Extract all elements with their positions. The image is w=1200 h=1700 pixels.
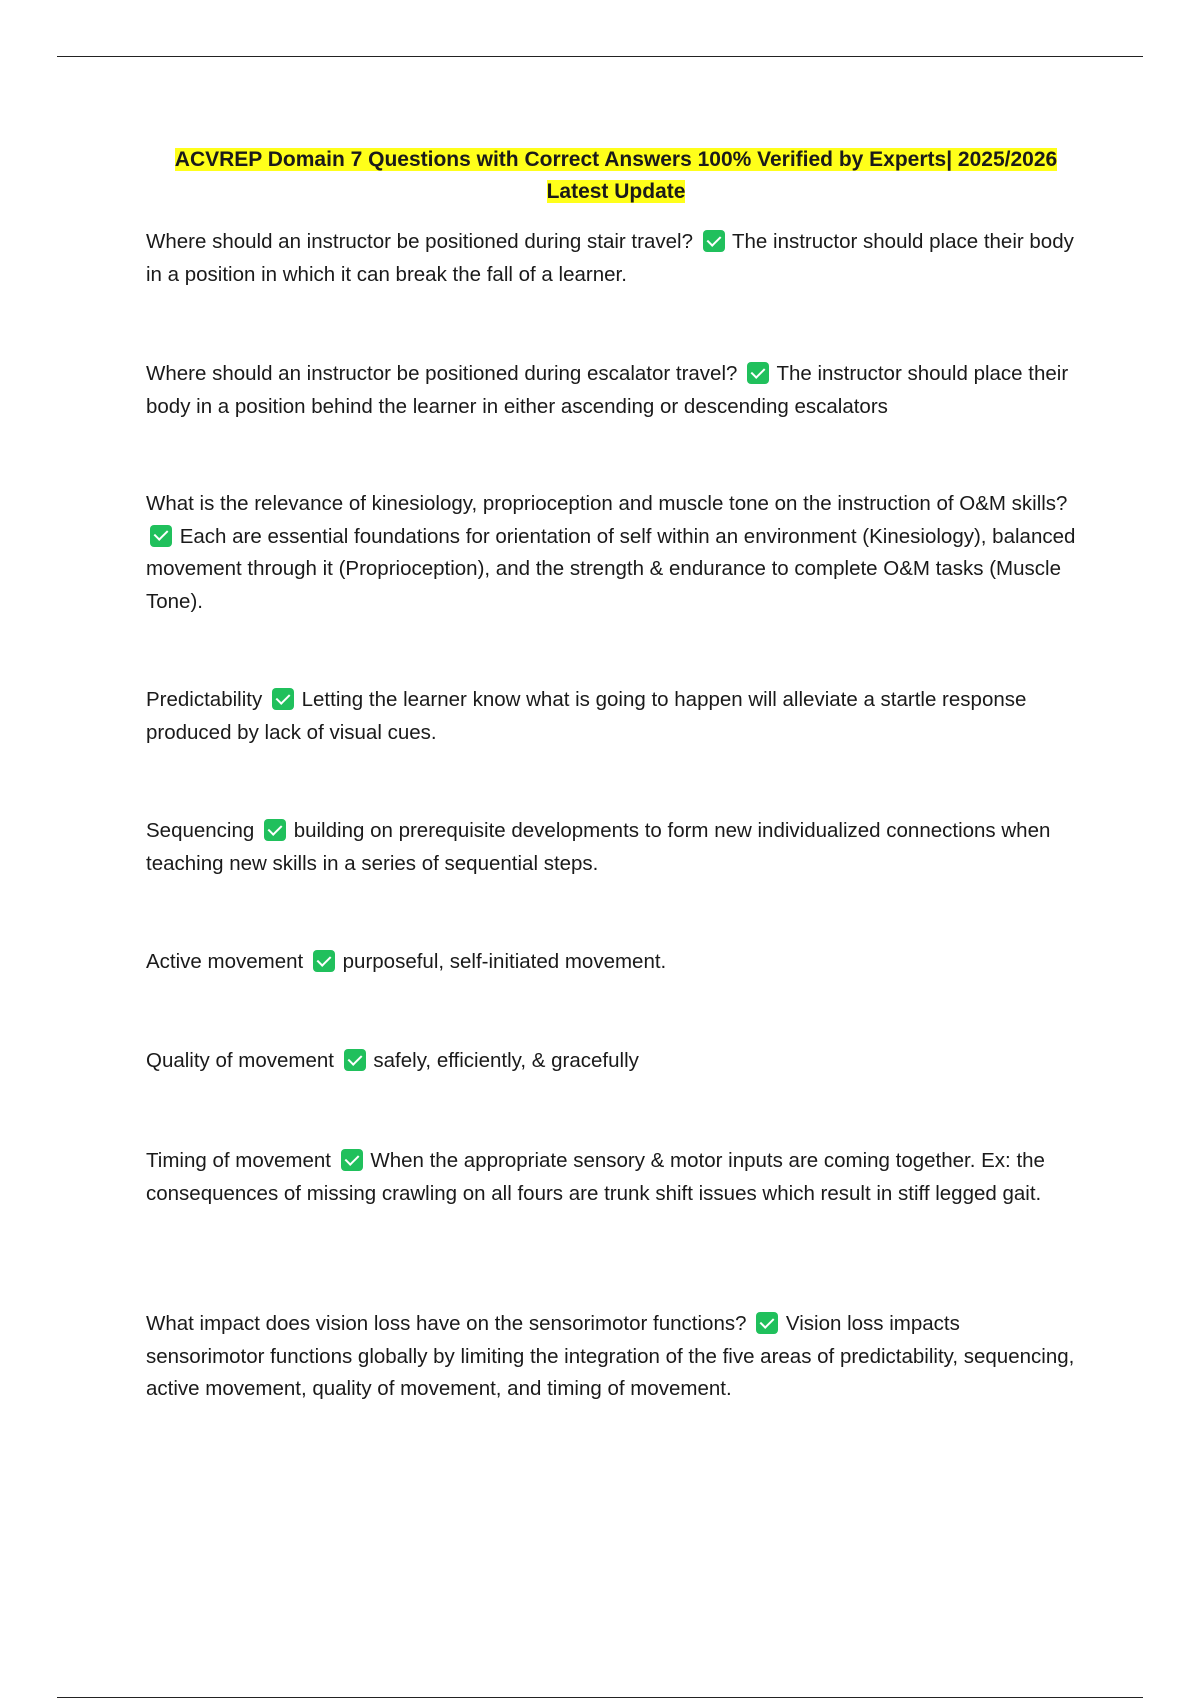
answer-text: When the appropriate sensory & motor inputs are coming together. Ex: the consequences of missing crawling on all fours are trunk shift issues which result in stiff legged gait.: [146, 1149, 1045, 1205]
question-text: Timing of movement: [146, 1149, 331, 1172]
qa-item: [146, 815, 1076, 880]
answer-text: building on prerequisite developments to form new individualized connections when teaching new skills in a series of sequential steps.: [146, 819, 1051, 875]
check-mark-icon: [747, 362, 769, 384]
question-text: Predictability: [146, 688, 263, 711]
header-divider: [57, 56, 1143, 57]
qa-item: [146, 226, 1076, 291]
check-mark-icon: [756, 1312, 778, 1334]
question-text: What is the relevance of kinesiology, proprioception and muscle tone on the instruction of O&M skills?: [146, 492, 1068, 515]
document-title: [146, 144, 1086, 208]
title-line-1: ACVREP Domain 7 Questions with Correct Answers 100% Verified by Experts| 2025/2026: [174, 148, 1058, 171]
question-text: What impact does vision loss have on the sensorimotor functions?: [146, 1312, 747, 1335]
question-text: Where should an instructor be positioned during escalator travel?: [146, 362, 738, 385]
question-text: Where should an instructor be positioned during stair travel?: [146, 230, 693, 253]
question-text: Sequencing: [146, 819, 255, 842]
qa-item: [146, 488, 1076, 618]
answer-text: The instructor should place their body in a position in which it can break the fall of a learner.: [146, 230, 1074, 286]
answer-text: purposeful, self-initiated movement.: [342, 950, 667, 973]
check-mark-icon: [150, 525, 172, 547]
qa-item: [146, 358, 1076, 423]
qa-item: [146, 1145, 1076, 1210]
answer-text: The instructor should place their body in a position behind the learner in either ascending or descending escalators: [146, 362, 1069, 418]
qa-item: [146, 1045, 1076, 1078]
check-mark-icon: [313, 950, 335, 972]
check-mark-icon: [344, 1049, 366, 1071]
check-mark-icon: [264, 819, 286, 841]
answer-text: Vision loss impacts sensorimotor functions globally by limiting the integration of the five areas of predictability, sequencing, active movement, quality of movement, and timing of movement.: [146, 1312, 1075, 1400]
check-mark-icon: [341, 1149, 363, 1171]
question-text: Quality of movement: [146, 1049, 334, 1072]
qa-item: [146, 684, 1076, 749]
footer-divider: [57, 1697, 1143, 1698]
answer-text: Letting the learner know what is going to happen will alleviate a startle response produced by lack of visual cues.: [146, 688, 1027, 744]
check-mark-icon: [703, 230, 725, 252]
qa-item: [146, 1308, 1076, 1406]
answer-text: safely, efficiently, & gracefully: [373, 1049, 639, 1072]
answer-text: Each are essential foundations for orientation of self within an environment (Kinesiology), balanced movement through it (Proprioception), and the strength & endurance to complete O&M tasks (Muscle Tone).: [146, 524, 1076, 613]
qa-item: [146, 946, 1076, 979]
question-text: Active movement: [146, 950, 304, 973]
title-line-2: Latest Update: [546, 180, 686, 203]
check-mark-icon: [272, 688, 294, 710]
